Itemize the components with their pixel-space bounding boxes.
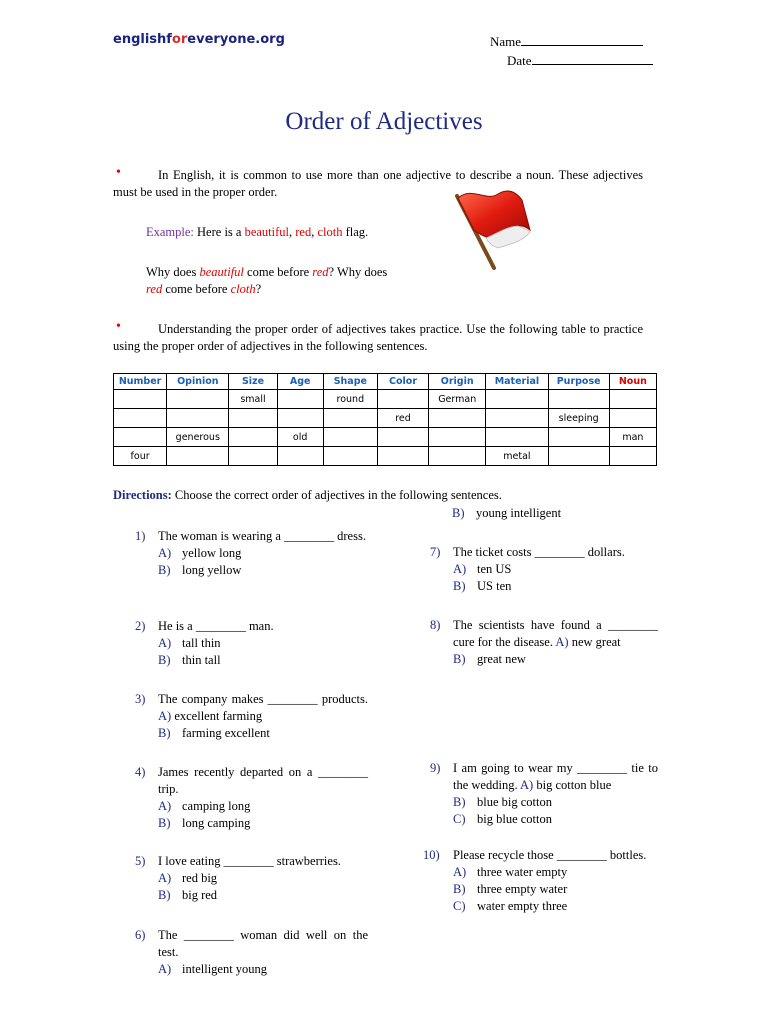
why-text-4: come before xyxy=(162,282,231,296)
col-origin: Origin xyxy=(429,374,486,390)
logo-part-3: everyone.org xyxy=(187,32,285,47)
site-logo[interactable] xyxy=(113,32,285,47)
option-text: long camping xyxy=(182,816,251,830)
option-text: ten US xyxy=(477,562,512,576)
question-text: James recently departed on a ________ trip. xyxy=(158,765,368,796)
name-field[interactable] xyxy=(490,33,643,50)
col-noun: Noun xyxy=(609,374,656,390)
option-letter: B) xyxy=(453,795,466,809)
question-text: Please recycle those ________ bottles. xyxy=(453,848,647,862)
question-10 xyxy=(423,847,658,915)
intro-paragraph-2: Understanding the proper order of adjectives takes practice. Use the following table to practice using the proper order of adjectives in the following sentences. xyxy=(113,322,643,353)
question-number: 5) xyxy=(135,854,146,868)
option-text: blue big cotton xyxy=(477,795,552,809)
table-cell xyxy=(114,390,167,409)
question-number: 7) xyxy=(430,545,441,559)
option-a[interactable] xyxy=(158,870,368,887)
option-letter: C) xyxy=(453,812,466,826)
question-text: He is a ________ man. xyxy=(158,619,274,633)
option-letter: A) xyxy=(520,778,534,792)
option-c[interactable] xyxy=(453,811,658,828)
adjective-order-table xyxy=(113,373,657,466)
table-cell xyxy=(167,409,229,428)
example-sentence xyxy=(146,224,368,241)
option-letter: B) xyxy=(158,888,171,902)
table-cell xyxy=(429,409,486,428)
table-cell xyxy=(377,390,428,409)
why-text-1: Why does xyxy=(146,265,200,279)
example-post: flag. xyxy=(342,225,369,239)
question-text: The woman is wearing a ________ dress. xyxy=(158,529,366,543)
table-cell: old xyxy=(277,428,323,447)
option-a[interactable] xyxy=(158,798,368,815)
table-cell xyxy=(609,447,656,466)
logo-part-2: or xyxy=(171,32,188,47)
table-cell: four xyxy=(114,447,167,466)
option-letter: B) xyxy=(453,882,466,896)
option-letter: A) xyxy=(555,635,569,649)
col-shape: Shape xyxy=(323,374,377,390)
question-number: 10) xyxy=(423,848,440,862)
question-number: 4) xyxy=(135,765,146,779)
option-text: young intelligent xyxy=(476,506,562,520)
option-b[interactable] xyxy=(453,651,658,668)
name-label: Name xyxy=(490,34,522,49)
table-header-row xyxy=(114,374,657,390)
option-b[interactable] xyxy=(158,725,368,742)
directions-label: Directions: xyxy=(113,488,172,502)
table-cell xyxy=(609,409,656,428)
table-cell xyxy=(114,428,167,447)
option-text: water empty three xyxy=(477,899,568,913)
question-number: 1) xyxy=(135,529,146,543)
table-cell xyxy=(429,428,486,447)
option-letter: B) xyxy=(158,726,171,740)
why-text-2: come before xyxy=(243,265,313,279)
table-cell: small xyxy=(229,390,277,409)
date-label: Date xyxy=(507,53,532,68)
table-cell xyxy=(377,428,428,447)
option-letter: B) xyxy=(452,506,465,520)
question-1 xyxy=(135,528,368,579)
option-letter: A) xyxy=(158,799,172,813)
example-adj-cloth: cloth xyxy=(317,225,343,239)
option-text: three water empty xyxy=(477,865,568,879)
table-cell: sleeping xyxy=(548,409,609,428)
directions xyxy=(113,488,502,503)
question-2 xyxy=(135,618,368,669)
table-cell xyxy=(548,390,609,409)
option-b[interactable] xyxy=(158,562,368,579)
table-cell: man xyxy=(609,428,656,447)
option-letter: B) xyxy=(158,653,171,667)
table-row xyxy=(114,428,657,447)
table-cell xyxy=(229,447,277,466)
option-b[interactable] xyxy=(158,815,368,832)
question-text-body: I am going to wear my ________ tie to the wedding. xyxy=(453,761,658,792)
example-adj-red: red xyxy=(295,225,312,239)
question-3 xyxy=(135,691,368,742)
table-cell xyxy=(323,409,377,428)
question-8 xyxy=(430,617,658,668)
example-comma-2: , xyxy=(311,225,318,239)
option-letter: A) xyxy=(158,871,172,885)
option-letter: B) xyxy=(158,563,171,577)
option-text: red big xyxy=(182,871,218,885)
question-text: I love eating ________ strawberries. xyxy=(158,854,341,868)
table-cell xyxy=(277,409,323,428)
option-letter: B) xyxy=(453,652,466,666)
option-text: farming excellent xyxy=(182,726,270,740)
option-text: US ten xyxy=(477,579,512,593)
option-text: yellow long xyxy=(182,546,242,560)
col-size: Size xyxy=(229,374,277,390)
question-text-body: The scientists have found a ________ cure for the disease. xyxy=(453,618,658,649)
table-cell xyxy=(486,390,548,409)
question-number: 2) xyxy=(135,619,146,633)
option-b[interactable] xyxy=(158,887,368,904)
why-question xyxy=(146,264,426,298)
option-b[interactable] xyxy=(158,652,368,669)
option-letter: A) xyxy=(158,546,172,560)
table-cell xyxy=(229,428,277,447)
intro-paragraph-1: In English, it is common to use more than one adjective to describe a noun. These adjectives must be used in the proper order. xyxy=(113,168,643,199)
option-text: great new xyxy=(477,652,526,666)
option-text: three empty water xyxy=(477,882,568,896)
option-letter: B) xyxy=(453,579,466,593)
question-9 xyxy=(430,760,658,828)
option-a-text[interactable]: new great xyxy=(571,635,621,649)
question-text: The ticket costs ________ dollars. xyxy=(453,545,625,559)
example-pre: Here is a xyxy=(193,225,245,239)
option-a[interactable] xyxy=(158,545,368,562)
table-cell: German xyxy=(429,390,486,409)
table-row xyxy=(114,390,657,409)
question-text xyxy=(453,760,658,794)
question-4 xyxy=(135,764,368,832)
option-text: long yellow xyxy=(182,563,242,577)
option-letter: B) xyxy=(158,816,171,830)
option-b[interactable] xyxy=(453,881,658,898)
option-text: thin tall xyxy=(182,653,221,667)
example-adj-beautiful: beautiful xyxy=(244,225,290,239)
table-cell xyxy=(323,447,377,466)
question-7 xyxy=(430,544,658,595)
col-opinion: Opinion xyxy=(167,374,229,390)
option-a[interactable] xyxy=(453,561,658,578)
table-cell xyxy=(548,447,609,466)
option-c[interactable] xyxy=(453,898,658,915)
red-flag-icon xyxy=(452,186,534,272)
table-cell xyxy=(486,428,548,447)
page-title: Order of Adjectives xyxy=(285,108,483,135)
table-cell xyxy=(486,409,548,428)
logo-part-1: englishf xyxy=(113,32,172,47)
table-cell xyxy=(114,409,167,428)
option-letter: A) xyxy=(453,562,467,576)
table-cell: round xyxy=(323,390,377,409)
why-red: red xyxy=(312,265,329,279)
table-cell xyxy=(277,390,323,409)
option-a[interactable] xyxy=(453,864,658,881)
option-b[interactable] xyxy=(453,794,658,811)
table-cell xyxy=(229,409,277,428)
option-text: intelligent young xyxy=(182,962,268,976)
option-letter: C) xyxy=(453,899,466,913)
question-number: 9) xyxy=(430,761,441,775)
option-text: camping long xyxy=(182,799,251,813)
question-5 xyxy=(135,853,368,904)
name-blank[interactable] xyxy=(521,33,643,46)
option-letter: A) xyxy=(158,636,172,650)
table-cell xyxy=(429,447,486,466)
date-field[interactable] xyxy=(507,52,653,69)
table-cell xyxy=(548,428,609,447)
date-blank[interactable] xyxy=(532,52,653,65)
table-cell xyxy=(377,447,428,466)
table-cell: red xyxy=(377,409,428,428)
option-a[interactable] xyxy=(158,961,368,978)
table-cell xyxy=(167,447,229,466)
table-row xyxy=(114,409,657,428)
col-color: Color xyxy=(377,374,428,390)
option-b[interactable] xyxy=(453,578,658,595)
col-number: Number xyxy=(114,374,167,390)
question-6 xyxy=(135,927,368,978)
question-text: The ________ woman did well on the test. xyxy=(158,928,368,959)
option-a-text[interactable]: big cotton blue xyxy=(536,778,612,792)
option-letter: A) xyxy=(158,709,172,723)
col-purpose: Purpose xyxy=(548,374,609,390)
question-text-body: The company makes ________ products. xyxy=(158,692,368,706)
question-number: 3) xyxy=(135,692,146,706)
col-material: Material xyxy=(486,374,548,390)
bullet-icon: • xyxy=(116,165,121,180)
option-letter: A) xyxy=(453,865,467,879)
question-text xyxy=(453,617,658,651)
option-text: big red xyxy=(182,888,218,902)
table-row xyxy=(114,447,657,466)
table-cell xyxy=(609,390,656,409)
why-text-3: ? Why does xyxy=(328,265,388,279)
table-cell: metal xyxy=(486,447,548,466)
question-number: 6) xyxy=(135,928,146,942)
option-a[interactable] xyxy=(158,635,368,652)
option-a-text[interactable]: excellent farming xyxy=(174,709,263,723)
table-cell xyxy=(323,428,377,447)
why-text-5: ? xyxy=(255,282,262,296)
question-6-option-b[interactable] xyxy=(452,505,662,522)
directions-text: Choose the correct order of adjectives in the following sentences. xyxy=(171,488,502,502)
example-comma-1: , xyxy=(289,225,296,239)
why-beautiful: beautiful xyxy=(199,265,244,279)
table-cell: generous xyxy=(167,428,229,447)
option-text: tall thin xyxy=(182,636,221,650)
col-age: Age xyxy=(277,374,323,390)
table-cell xyxy=(277,447,323,466)
question-text xyxy=(158,691,368,725)
example-label: Example: xyxy=(146,225,194,239)
bullet-icon: • xyxy=(116,319,121,334)
table-cell xyxy=(167,390,229,409)
why-red-2: red xyxy=(146,282,163,296)
option-letter: A) xyxy=(158,962,172,976)
question-number: 8) xyxy=(430,618,441,632)
why-cloth: cloth xyxy=(230,282,256,296)
option-text: big blue cotton xyxy=(477,812,552,826)
